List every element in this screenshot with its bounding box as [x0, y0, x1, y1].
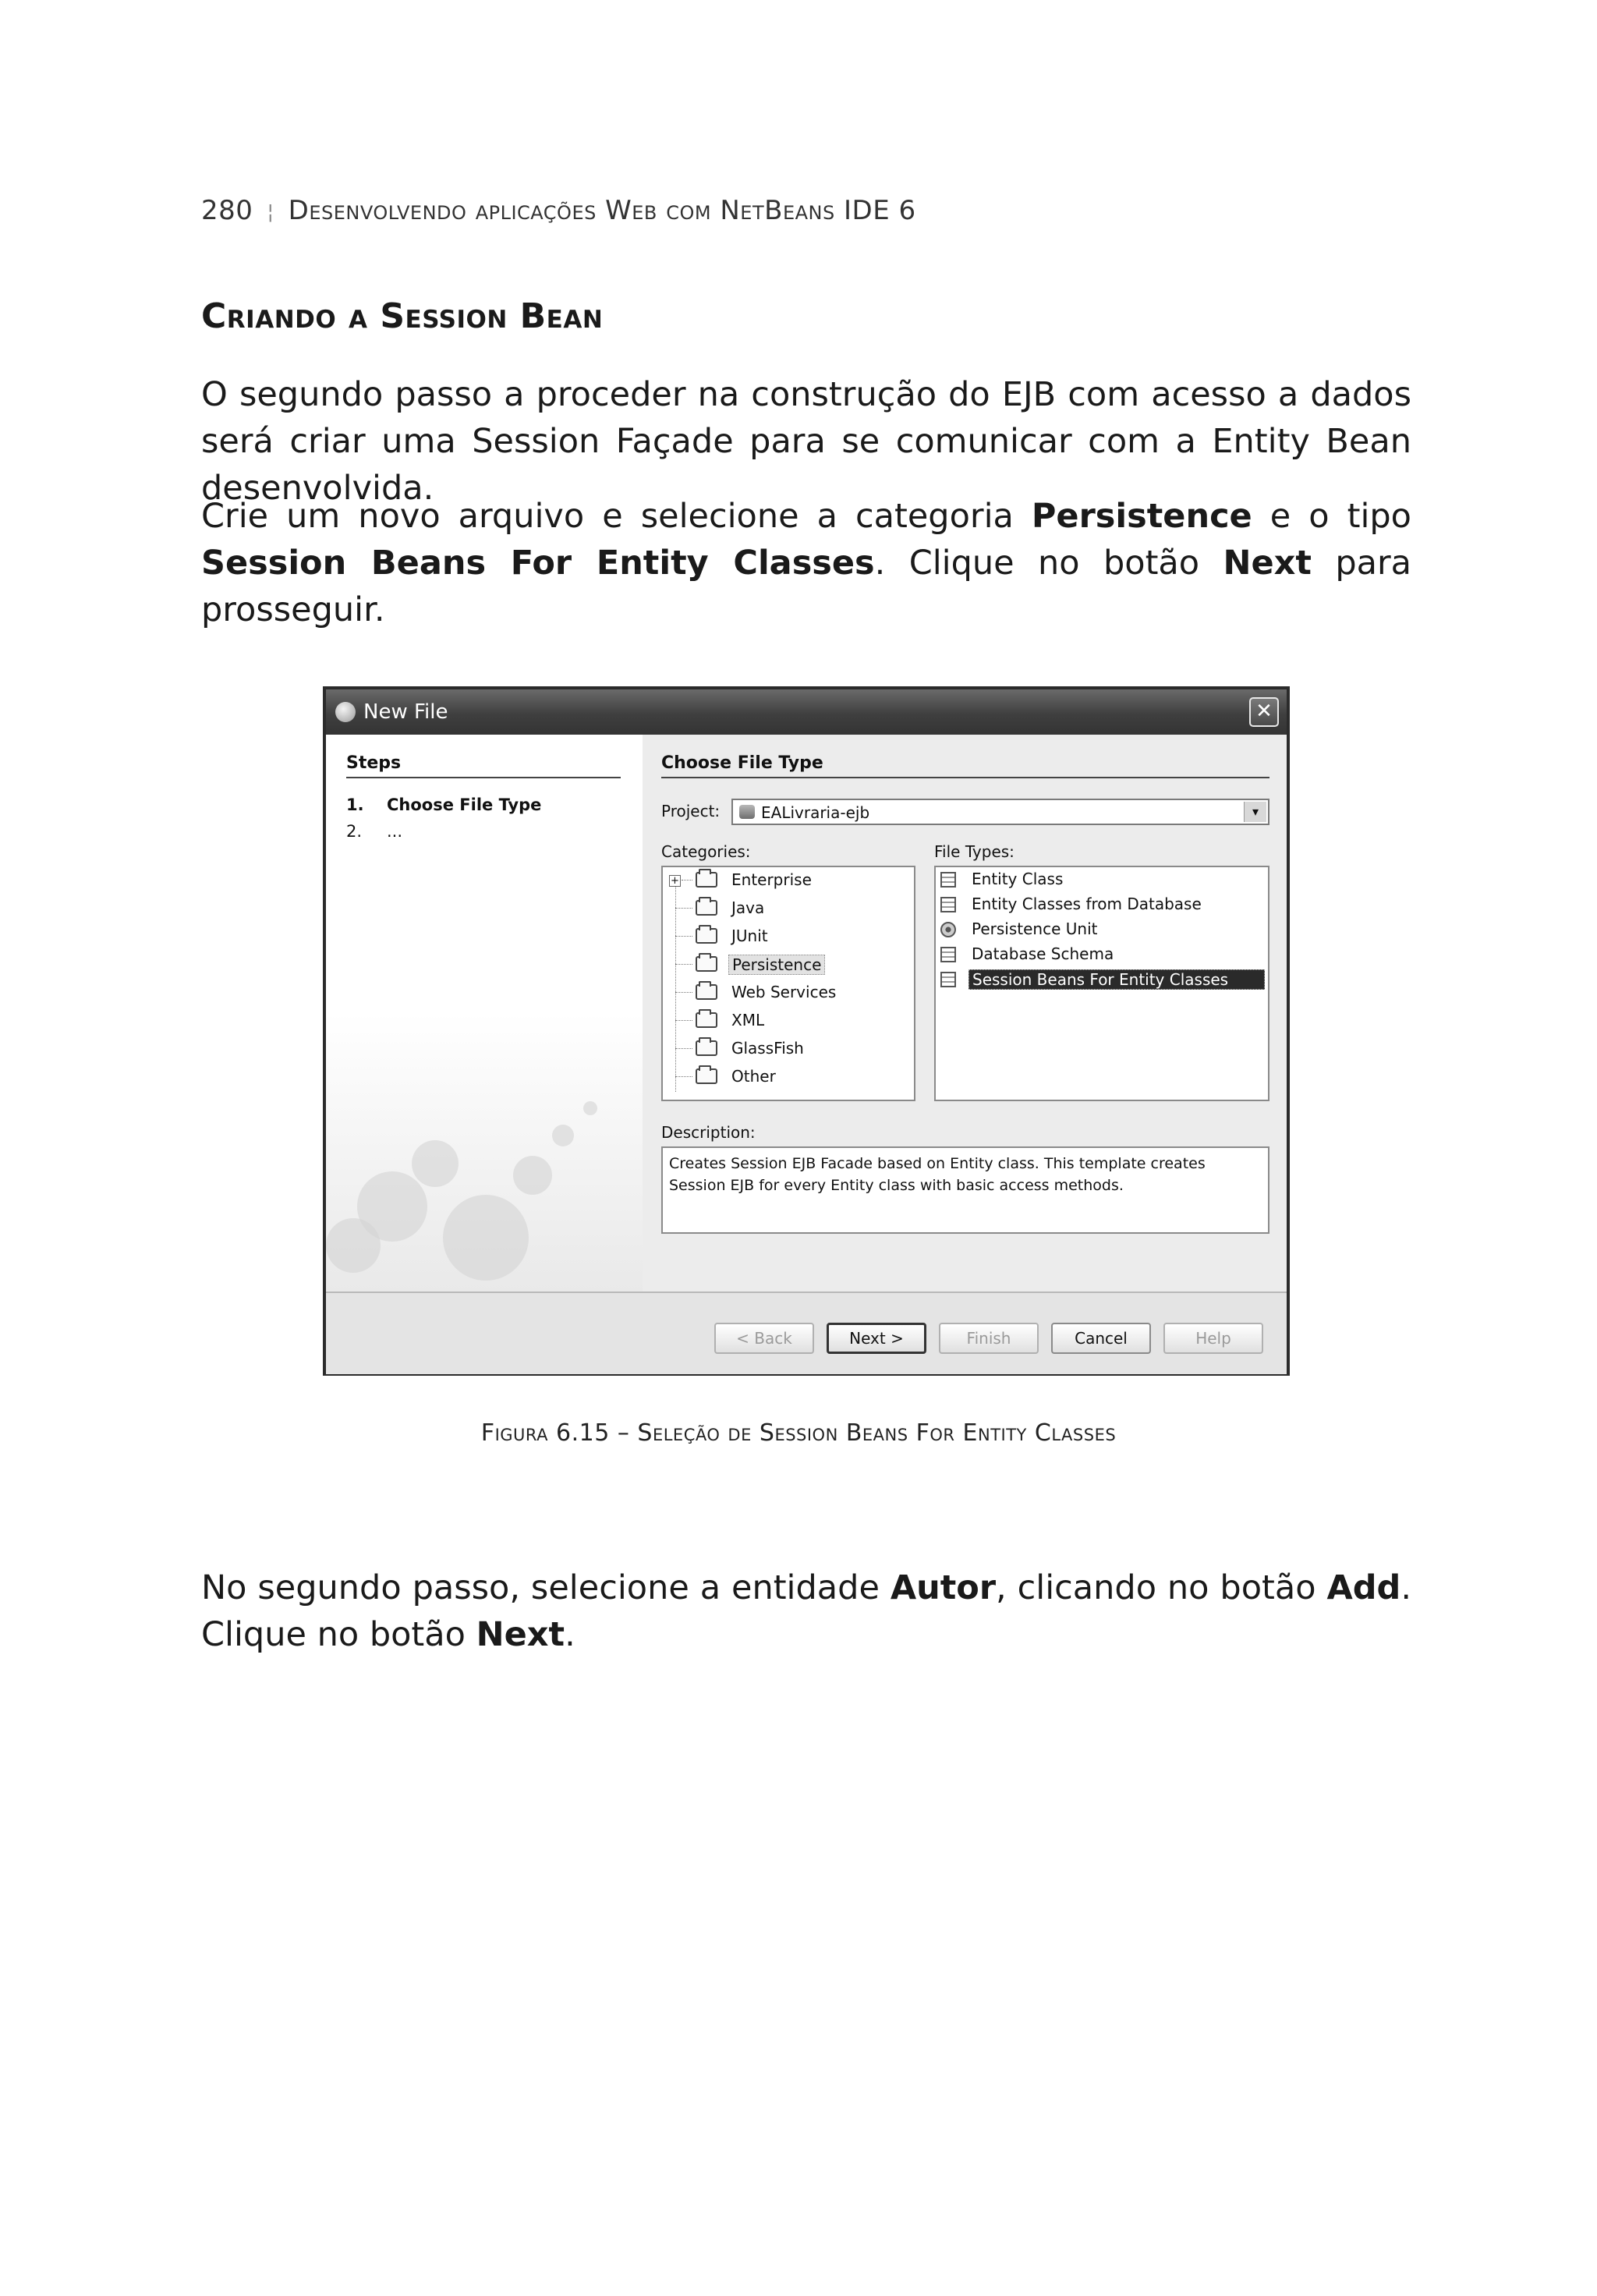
- tree-connector-line: [675, 881, 676, 1092]
- entity-class-icon: [940, 872, 956, 888]
- panel-divider: [661, 777, 1269, 778]
- dialog-titlebar[interactable]: [326, 689, 1287, 735]
- cancel-button[interactable]: Cancel: [1051, 1323, 1151, 1354]
- file-type-label: Database Schema: [972, 944, 1114, 963]
- help-button[interactable]: Help: [1163, 1323, 1263, 1354]
- paragraph-intro: O segundo passo a proceder na construção do EJB com acesso a dados será criar uma Session Façade para se comunicar com a Entity Bean desenvolvida.: [201, 375, 1411, 508]
- session-bean-icon: [940, 972, 956, 987]
- file-type-entity-class[interactable]: [936, 867, 1268, 892]
- file-type-label: Entity Class: [972, 870, 1064, 888]
- dialog-title: New File: [363, 700, 448, 724]
- choose-file-type-pane: [643, 735, 1287, 1292]
- close-icon[interactable]: ✕: [1249, 697, 1279, 727]
- step-item: [346, 795, 541, 814]
- p2-text-1: Crie um novo arquivo e selecione a categoria: [201, 497, 1032, 536]
- tree-connector: [675, 992, 692, 993]
- p3-bold-autor: Autor: [890, 1568, 997, 1607]
- folder-icon: [696, 900, 717, 916]
- tree-connector: [675, 936, 692, 937]
- categories-label: Categories:: [661, 842, 751, 861]
- project-value: EALivraria-ejb: [761, 803, 870, 822]
- steps-pane: [326, 735, 643, 1292]
- running-head: [201, 195, 916, 226]
- file-type-label: Session Beans For Entity Classes: [968, 969, 1265, 990]
- project-label: Project:: [661, 802, 721, 820]
- decorative-bubble: [412, 1140, 459, 1187]
- folder-icon: [696, 872, 717, 888]
- tree-connector: [675, 964, 692, 965]
- file-type-persistence-unit[interactable]: [936, 917, 1268, 942]
- step-item: [346, 822, 402, 841]
- section-title: Criando a Session Bean: [201, 296, 604, 336]
- chevron-down-icon[interactable]: ▾: [1244, 802, 1266, 822]
- p3-text-4: .: [565, 1615, 575, 1654]
- decorative-bubble: [583, 1101, 597, 1115]
- steps-title: Steps: [346, 753, 402, 773]
- decorative-bubble: [326, 1218, 381, 1273]
- folder-icon: [696, 1040, 717, 1056]
- project-select[interactable]: [731, 799, 1269, 825]
- tree-item-label: Web Services: [731, 983, 837, 1001]
- folder-icon: [696, 984, 717, 1000]
- p2-bold-persistence: Persistence: [1031, 497, 1252, 536]
- file-types-label: File Types:: [934, 842, 1015, 861]
- p2-text-3: . Clique no botão: [874, 544, 1223, 583]
- folder-icon: [696, 956, 717, 972]
- step-number: 1.: [346, 795, 364, 814]
- project-icon: [739, 805, 755, 819]
- description-box: Creates Session EJB Facade based on Entity class. This template creates Session EJB for every Entity class with basic access methods.: [661, 1146, 1269, 1234]
- categories-tree[interactable]: [661, 866, 915, 1101]
- p2-bold-next: Next: [1223, 544, 1312, 583]
- dialog-button-bar: [326, 1292, 1287, 1374]
- tree-connector: [675, 1020, 692, 1021]
- tree-item-label: XML: [731, 1011, 765, 1029]
- file-type-session-beans-for-entity-classes[interactable]: [936, 967, 1268, 992]
- file-type-database-schema[interactable]: [936, 942, 1268, 967]
- decorative-bubble: [552, 1125, 574, 1146]
- tree-item-label: Other: [731, 1067, 776, 1086]
- p2-text-2: e o tipo: [1252, 497, 1411, 536]
- tree-connector: [675, 1076, 692, 1077]
- p3-text-2: , clicando no botão: [996, 1568, 1327, 1607]
- netbeans-cube-icon: [335, 702, 356, 722]
- file-type-entity-classes-from-database[interactable]: [936, 892, 1268, 917]
- page-number: 280: [201, 195, 253, 226]
- tree-connector: [675, 1048, 692, 1049]
- step-number: 2.: [346, 822, 363, 841]
- expand-plus-icon[interactable]: +: [669, 875, 681, 887]
- header-separator: ¦: [267, 200, 274, 224]
- file-type-label: Entity Classes from Database: [972, 895, 1202, 913]
- tree-item-label: JUnit: [731, 927, 768, 945]
- figure-caption: Figura 6.15 – Seleção de Session Beans For Entity Classes: [480, 1419, 1117, 1447]
- paragraph-next-step: [201, 1564, 1411, 1658]
- paragraph-instructions: [201, 493, 1411, 633]
- book-title: Desenvolvendo aplicações Web com NetBeans IDE 6: [288, 195, 916, 226]
- folder-icon: [696, 928, 717, 944]
- p2-bold-session-beans: Session Beans For Entity Classes: [201, 544, 875, 583]
- decorative-bubble: [513, 1156, 552, 1195]
- p3-bold-add: Add: [1326, 1568, 1401, 1607]
- file-types-list[interactable]: [934, 866, 1269, 1101]
- tree-connector: [675, 908, 692, 909]
- panel-title: Choose File Type: [661, 753, 823, 773]
- finish-button[interactable]: Finish: [939, 1323, 1039, 1354]
- folder-icon: [696, 1068, 717, 1084]
- tree-item-label: Java: [731, 898, 765, 917]
- p3-text-3: . Clique no botão: [201, 1568, 1411, 1654]
- next-button[interactable]: Next >: [827, 1323, 926, 1354]
- file-type-label: Persistence Unit: [972, 919, 1098, 938]
- decorative-bubble: [443, 1195, 529, 1281]
- p3-bold-next: Next: [476, 1615, 565, 1654]
- new-file-dialog: [323, 686, 1290, 1376]
- back-button[interactable]: < Back: [714, 1323, 814, 1354]
- entity-class-icon: [940, 897, 956, 912]
- p2-text-4: para prosseguir.: [201, 544, 1412, 629]
- steps-divider: [346, 777, 621, 778]
- tree-item-label: Enterprise: [731, 870, 812, 889]
- folder-icon: [696, 1012, 717, 1028]
- p3-text-1: No segundo passo, selecione a entidade: [201, 1568, 891, 1607]
- description-label: Description:: [661, 1123, 756, 1142]
- persistence-unit-icon: [940, 922, 956, 937]
- tree-item-label: Persistence: [728, 955, 825, 975]
- tree-item-label: GlassFish: [731, 1039, 804, 1058]
- step-label: Choose File Type: [387, 795, 542, 814]
- step-label: ...: [387, 822, 403, 841]
- database-schema-icon: [940, 947, 956, 962]
